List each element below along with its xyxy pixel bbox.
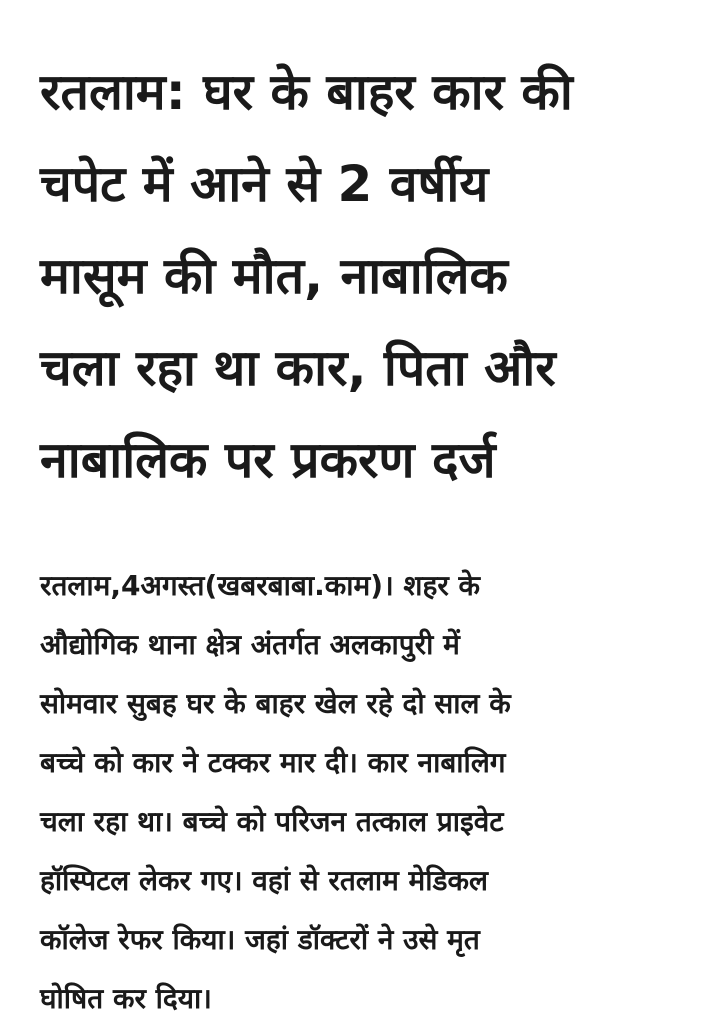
body-line: चला रहा था। बच्चे को परिजन तत्काल प्राइवेट: [40, 805, 504, 838]
article-headline: [40, 0, 700, 506]
body-line: रतलाम,4अगस्त(खबरबाबा.काम)। शहर के: [40, 569, 481, 602]
body-line: औद्योगिक थाना क्षेत्र अंतर्गत अलकापुरी में: [40, 628, 460, 661]
body-line: हॉस्पिटल लेकर गए। वहां से रतलाम मेडिकल: [40, 864, 489, 897]
headline-line: नाबालिक पर प्रकरण दर्ज: [40, 431, 496, 489]
headline-line: रतलाम: घर के बाहर कार की: [40, 63, 573, 121]
headline-line: चपेट में आने से 2 वर्षीय: [40, 155, 489, 213]
headline-line: मासूम की मौत, नाबालिक: [40, 247, 508, 305]
headline-line: चला रहा था कार, पिता और: [40, 339, 556, 397]
body-line: बच्चे को कार ने टक्कर मार दी। कार नाबालिग: [40, 746, 506, 779]
news-article: [40, 0, 700, 1015]
body-line: कॉलेज रेफर किया। जहां डॉक्टरों ने उसे मृत: [40, 923, 480, 956]
body-line: सोमवार सुबह घर के बाहर खेल रहे दो साल के: [40, 687, 511, 720]
article-body: [40, 556, 680, 1028]
body-line: घोषित कर दिया।: [40, 982, 212, 1015]
